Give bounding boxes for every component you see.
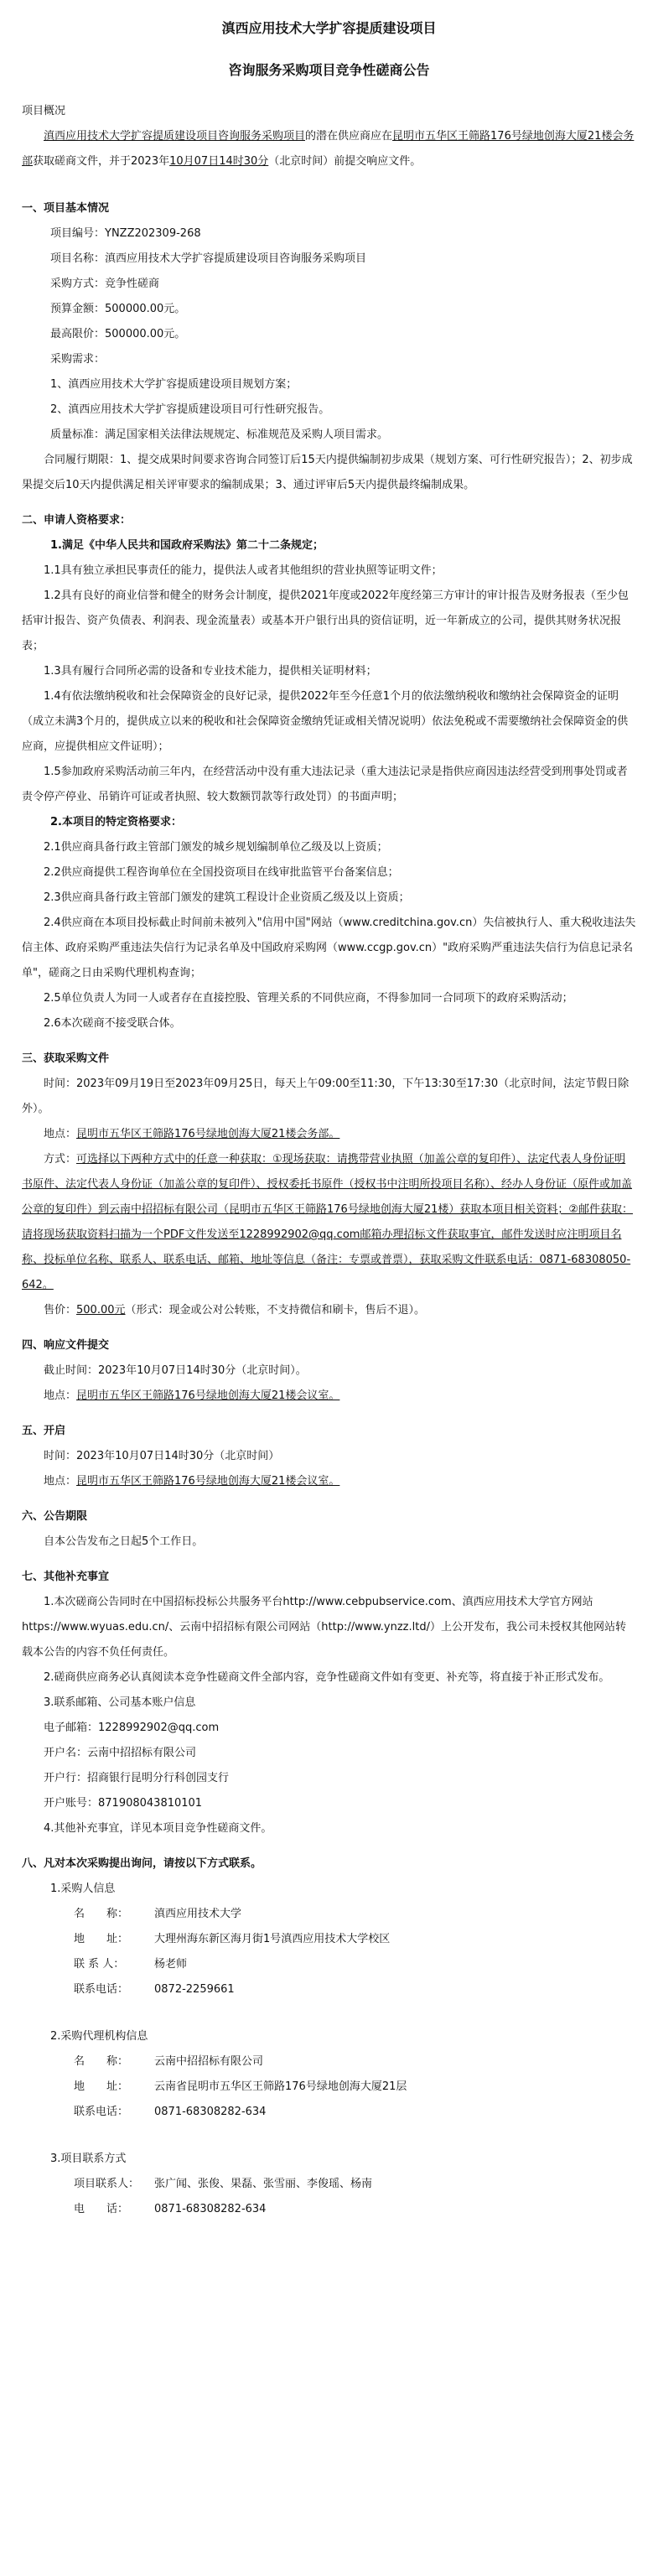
qualification-2-6: 2.6本次磋商不接受联合体。 — [44, 1017, 181, 1030]
row-value: 张广闻、张俊、果磊、张雪丽、李俊瑶、杨南 — [154, 2178, 373, 2190]
account-name: 开户名：云南中招招标有限公司 — [44, 1747, 197, 1759]
row-key: 联系电话： — [74, 1983, 129, 1996]
qualification-2-4: 2.4供应商在本项目投标截止时间前未被列入"信用中国"网站（www.creditchina.gov.cn）失信被执行人、重大税收违法失信主体、政府采购严重违法失信行为记录名单及中国政府采购网（www.ccgp.gov.cn）"政府采购严重违法失信行为信息记录名单"，磋商之日由采购代理机构查询； — [22, 917, 636, 979]
section-3-heading: 三、获取采购文件 — [22, 1052, 110, 1065]
qualification-2-heading: 2.本项目的特定资格要求： — [50, 816, 182, 828]
qualification-1-5: 1.5参加政府采购活动前三年内，在经营活动中没有重大违法记录（重大违法记录是指供应商因违法经营受到刑事处罚或者责令停产停业、吊销许可证或者执照、较大数额罚款等行政处罚）的书面声明； — [22, 766, 628, 803]
bank-key: 开户行： — [44, 1772, 88, 1784]
row-key: 地 址： — [74, 2080, 129, 2093]
section-1-heading: 一、项目基本情况 — [22, 202, 110, 215]
row-key: 联 系 人： — [74, 1958, 125, 1971]
opening-time: 时间：2023年10月07日14时30分（北京时间） — [44, 1450, 280, 1462]
quality-standard: 质量标准：满足国家相关法律法规规定、标准规范及采购人项目需求。 — [50, 428, 389, 441]
price-label: 售价： — [44, 1304, 77, 1317]
overview-text — [22, 124, 636, 174]
qualification-1-3: 1.3具有履行合同所必需的设备和专业技术能力，提供相关证明材料； — [44, 665, 377, 678]
qualification-1-heading: 1.满足《中华人民共和国政府采购法》第二十二条规定； — [50, 539, 324, 552]
section-2-heading: 二、申请人资格要求： — [22, 514, 132, 527]
row-value: 0872-2259661 — [154, 1983, 235, 1996]
price-value: 500.00元 — [76, 1304, 126, 1317]
bank-value: 招商银行昆明分行科创园支行 — [87, 1772, 230, 1784]
row-key: 地 址： — [74, 1933, 129, 1945]
submission-place — [22, 1384, 636, 1409]
contract-period: 合同履行期限：1、提交成果时间要求咨询合同签订后15天内提供编制初步成果（规划方案、可行性研究报告）；2、初步成果提交后10天内提供满足相关评审要求的编制成果；3、通过评审后5天内提供最终编制成果。 — [22, 454, 633, 491]
overview-deadline: 10月07日14时30分 — [169, 155, 269, 168]
buyer-contact-row — [22, 1952, 636, 1977]
row-key: 电 话： — [74, 2203, 129, 2215]
account-number — [22, 1791, 636, 1816]
way-label: 方式： — [44, 1153, 77, 1166]
overview-text-b: 的潜在供应商应在 — [305, 130, 393, 143]
page-subtitle: 咨询服务采购项目竞争性磋商公告 — [228, 62, 430, 78]
max-price: 最高限价：500000.00元。 — [50, 328, 186, 340]
agent-name-row — [22, 2049, 636, 2075]
section-7-heading: 七、其他补充事宜 — [22, 1571, 110, 1583]
row-value: 云南省昆明市五华区王筛路176号绿地创海大厦21层 — [154, 2080, 407, 2093]
qualification-1-1: 1.1具有独立承担民事责任的能力，提供法人或者其他组织的营业执照等证明文件； — [44, 564, 443, 577]
agent-info-title: 2.采购代理机构信息 — [50, 2030, 148, 2043]
row-value: 0871-68308282-634 — [154, 2106, 267, 2118]
page-title: 滇西应用技术大学扩容提质建设项目 — [221, 20, 437, 36]
buyer-name-row — [22, 1902, 636, 1927]
overview-label: 项目概况 — [22, 105, 66, 117]
place-value: 昆明市五华区王筛路176号绿地创海大厦21楼会务部。 — [76, 1128, 340, 1140]
contact-email: 电子邮箱：1228992902@qq.com — [44, 1722, 220, 1734]
buyer-address-row — [22, 1927, 636, 1952]
section-5-heading: 五、开启 — [22, 1425, 66, 1437]
overview-project-name: 滇西应用技术大学扩容提质建设项目咨询服务采购项目 — [44, 130, 306, 143]
buyer-info-title: 1.采购人信息 — [50, 1883, 116, 1895]
agent-phone-row — [22, 2100, 636, 2125]
procurement-method: 采购方式：竞争性磋商 — [50, 278, 160, 290]
row-key: 名 称： — [74, 2055, 129, 2068]
document-acquire-place — [22, 1122, 636, 1147]
row-key: 项目联系人： — [74, 2178, 140, 2190]
supplement-1: 1.本次磋商公告同时在中国招标投标公共服务平台http://www.cebpubservice.com、滇西应用技术大学官方网站https://www.wyuas.edu.cn/、云南中招招标有限公司网站（http://www.ynzz.ltd/）上公开发布，我公司未授权其他网站转载本公告的内容不负任何责任。 — [22, 1596, 626, 1659]
procurement-need-2: 2、滇西应用技术大学扩容提质建设项目可行性研究报告。 — [50, 403, 330, 416]
row-value: 大理州海东新区海月街1号滇西应用技术大学校区 — [154, 1933, 391, 1945]
row-value: 0871-68308282-634 — [154, 2203, 267, 2215]
document-acquire-time: 时间：2023年09月19日至2023年09月25日，每天上午09:00至11:30，下午13:30至17:30（北京时间，法定节假日除外）。 — [22, 1078, 630, 1115]
qualification-2-5: 2.5单位负责人为同一人或者存在直接控股、管理关系的不同供应商，不得参加同一合同项下的政府采购活动； — [44, 992, 573, 1005]
section-4-heading: 四、响应文件提交 — [22, 1339, 110, 1352]
document-acquire-way — [22, 1147, 636, 1298]
submission-deadline: 截止时间：2023年10月07日14时30分（北京时间）。 — [44, 1364, 307, 1377]
qualification-2-1: 2.1供应商具备行政主管部门颁发的城乡规划编制单位乙级及以上资质； — [44, 841, 388, 854]
place-label: 地点： — [44, 1128, 77, 1140]
place-value: 昆明市五华区王筛路176号绿地创海大厦21楼会议室。 — [76, 1389, 340, 1402]
buyer-phone-row — [22, 1977, 636, 2002]
project-phone-row — [22, 2197, 636, 2222]
way-value: 可选择以下两种方式中的任意一种获取：①现场获取：请携带营业执照（加盖公章的复印件）、法定代表人身份证明书原件、法定代表人身份证（加盖公章的复印件）、授权委托书原件（授权书中注明所投项目名称）、经办人身份证（原件或加盖公章的复印件）到云南中招招标有限公司（昆明市五华区王筛路176号绿地创海大厦21楼）获取本项目相关资料；②邮件获取：请将现场获取资料扫描为一个PDF文件发送至1228992902@qq.com邮箱办理招标文件获取事宜，邮件发送时应注明项目名称、投标单位名称、联系人、联系电话、邮箱、地址等信息（备注：专票或普票），获取采购文件联系电话：0871-68308050-642。 — [22, 1153, 634, 1291]
section-8-heading: 八、凡对本次采购提出询问，请按以下方式联系。 — [22, 1857, 262, 1870]
budget-amount: 预算金额：500000.00元。 — [50, 303, 186, 315]
overview-text-d: 获取磋商文件，并于2023年 — [33, 155, 170, 168]
qualification-1-2: 1.2具有良好的商业信誉和健全的财务会计制度，提供2021年度或2022年度经第三方审计的审计报告及财务报表（至少包括审计报告、资产负债表、利润表、现金流量表）或基本开户银行出具的资信证明，近一年新成立的公司，提供其财务状况报表； — [22, 589, 629, 652]
overview-location: 昆明市五华区王筛路176号绿地创海大厦21楼会务部 — [22, 130, 635, 168]
project-name: 项目名称：滇西应用技术大学扩容提质建设项目咨询服务采购项目 — [50, 252, 367, 265]
qualification-2-2: 2.2供应商提供工程咨询单位在全国投资项目在线审批监管平台备案信息； — [44, 866, 399, 879]
row-value: 滇西应用技术大学 — [154, 1908, 242, 1920]
project-contact-row — [22, 2172, 636, 2197]
supplement-3: 3.联系邮箱、公司基本账户信息 — [44, 1696, 196, 1709]
procurement-need-label: 采购需求： — [50, 353, 106, 366]
account-key: 开户账号： — [44, 1797, 99, 1810]
row-key: 名 称： — [74, 1908, 129, 1920]
overview-text-f: （北京时间）前提交响应文件。 — [268, 155, 422, 168]
document-price — [22, 1298, 636, 1323]
account-bank — [22, 1766, 636, 1791]
account-value: 871908043810101 — [98, 1797, 203, 1810]
qualification-2-3: 2.3供应商具备行政主管部门颁发的建筑工程设计企业资质乙级及以上资质； — [44, 891, 410, 904]
section-6-heading: 六、公告期限 — [22, 1510, 88, 1523]
place-label: 地点： — [44, 1389, 77, 1402]
supplement-4: 4.其他补充事宜，详见本项目竞争性磋商文件。 — [44, 1822, 272, 1835]
project-contact-title: 3.项目联系方式 — [50, 2153, 127, 2165]
opening-place — [22, 1469, 636, 1494]
row-value: 云南中招招标有限公司 — [154, 2055, 264, 2068]
place-label: 地点： — [44, 1475, 77, 1488]
row-key: 联系电话： — [74, 2106, 129, 2118]
agent-address-row — [22, 2075, 636, 2100]
procurement-need-1: 1、滇西应用技术大学扩容提质建设项目规划方案； — [50, 378, 298, 391]
row-value: 杨老师 — [154, 1958, 188, 1971]
project-code: 项目编号：YNZZ202309-268 — [50, 227, 201, 240]
place-value: 昆明市五华区王筛路176号绿地创海大厦21楼会议室。 — [76, 1475, 340, 1488]
price-note: （形式：现金或公对公转账，不支持微信和刷卡，售后不退）。 — [125, 1304, 426, 1317]
supplement-2: 2.磋商供应商务必认真阅读本竞争性磋商文件全部内容，竞争性磋商文件如有变更、补充等，将直接于补正形式发布。 — [44, 1671, 610, 1684]
notice-period: 自本公告发布之日起5个工作日。 — [44, 1535, 204, 1548]
qualification-1-4: 1.4有依法缴纳税收和社会保障资金的良好记录，提供2022年至今任意1个月的依法缴纳税收和缴纳社会保障资金的证明（成立未满3个月的，提供成立以来的税收和社会保障资金缴纳凭证或相关情况说明）依法免税或不需要缴纳社会保障资金的供应商，应提供相应文件证明）； — [22, 690, 629, 753]
